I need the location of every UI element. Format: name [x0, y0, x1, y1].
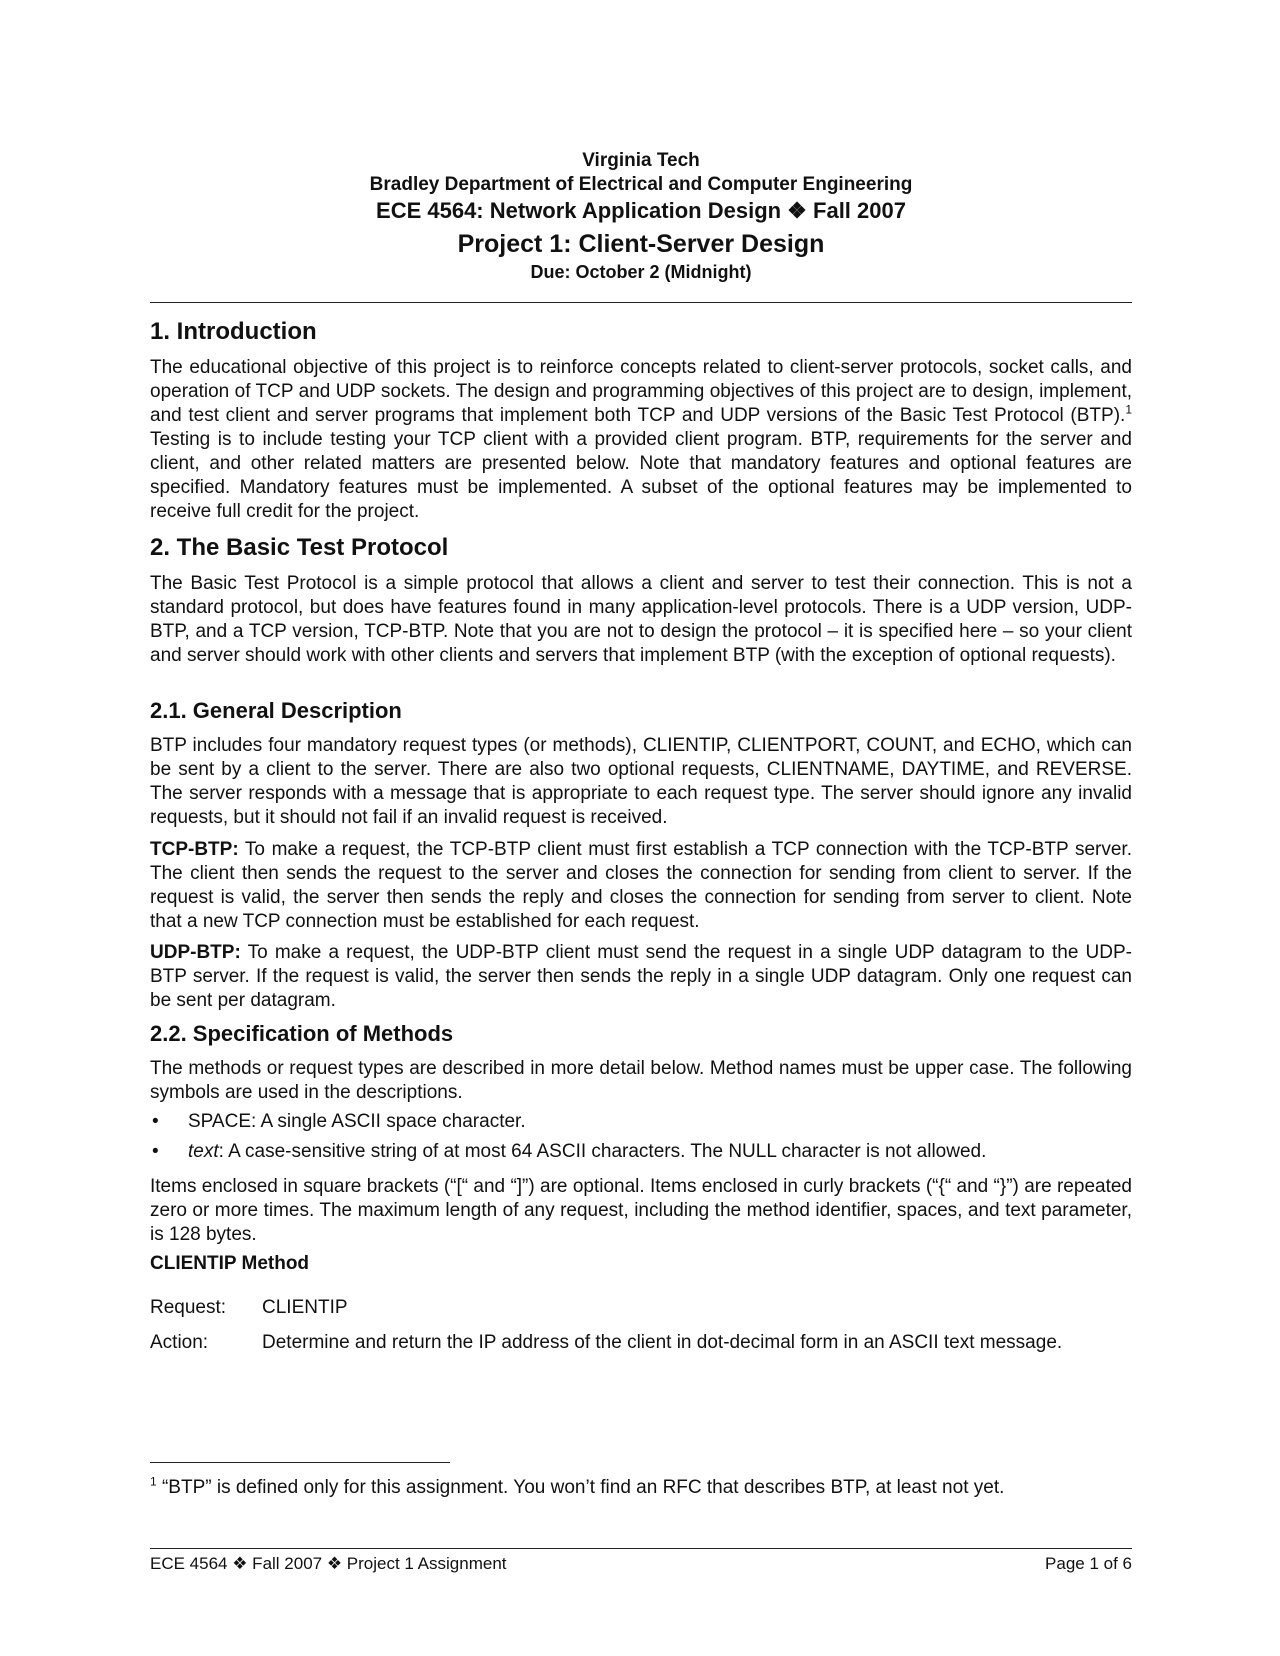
general-description-heading: 2.1. General Description — [150, 698, 402, 723]
department-name: Bradley Department of Electrical and Computer Engineering — [369, 174, 913, 195]
action-label: Action: — [150, 1332, 209, 1353]
footnote-mark: 1 — [150, 1474, 157, 1489]
intro-text-b: Testing is to include testing your TCP client with a provided client program. BTP, requirements for the server and client, and other related matters are presented below. Note that mandatory features and optional features are specified. Mandatory features must be implemented. A subset of the optional features may be implemented to receive full credit for the project. — [150, 429, 1132, 522]
btp-paragraph: The Basic Test Protocol is a simple protocol that allows a client and server to test their connection. This is not a standard protocol, but does have features found in many application-level protocols. There is a UDP version, UDP-BTP, and a TCP version, TCP-BTP. Note that you are not to design the protocol – it is specified here – so your client and server should work with other clients and servers that implement BTP (with the exception of optional requests). — [150, 573, 1132, 666]
udp-btp-paragraph — [150, 941, 1132, 1013]
footnote-text: “BTP” is defined only for this assignment. You won’t find an RFC that describes BTP, at least not yet. — [156, 1477, 1005, 1498]
spec-paragraph-2: Items enclosed in square brackets (“[“ and “]”) are optional. Items enclosed in curly brackets (“{“ and “}”) are repeated zero or more times. The maximum length of any request, including the method identifier, spaces, and text parameter, is 128 bytes. — [150, 1176, 1132, 1245]
tcp-btp-paragraph — [150, 838, 1132, 934]
bullet-text: : A case-sensitive string of at most 64 ASCII characters. The NULL character is not allowed. — [218, 1141, 987, 1162]
request-value: CLIENTIP — [262, 1297, 348, 1318]
spec-heading: 2.2. Specification of Methods — [150, 1021, 454, 1046]
bullet-term: text — [188, 1141, 219, 1162]
footnote-ref[interactable]: 1 — [1125, 402, 1132, 417]
intro-heading: 1. Introduction — [150, 318, 317, 345]
btp-heading: 2. The Basic Test Protocol — [150, 534, 449, 561]
university-name: Virginia Tech — [582, 150, 700, 171]
footnote — [150, 1476, 1132, 1500]
footer-divider — [150, 1548, 1132, 1549]
udp-btp-label: UDP-BTP: — [150, 942, 241, 963]
bullet-content — [188, 1140, 986, 1164]
tcp-btp-text: To make a request, the TCP-BTP client must first establish a TCP connection with the TCP-BTP server. The client then sends the request to the server and closes the connection for sending from client to server. If the request is valid, the server then sends the reply and closes the connection for sending from server to client. Note that a new TCP connection must be established for each request. — [150, 839, 1132, 932]
spec-paragraph: The methods or request types are described in more detail below. Method names must be upper case. The following symbols are used in the descriptions. — [150, 1058, 1132, 1103]
action-value: Determine and return the IP address of the client in dot-decimal form in an ASCII text message. — [262, 1332, 1063, 1353]
clientip-heading: CLIENTIP Method — [150, 1253, 310, 1274]
due-date: Due: October 2 (Midnight) — [530, 262, 752, 282]
general-description-paragraph: BTP includes four mandatory request types (or methods), CLIENTIP, CLIENTPORT, COUNT, and ECHO, which can be sent by a client to the server. There are also two optional requests, CLIENTNAME, DAYTIME, and REVERSE. The server responds with a message that is appropriate to each request type. The server should ignore any invalid requests, but it should not fail if an invalid request is received. — [150, 735, 1132, 828]
header-divider — [150, 302, 1132, 303]
request-label: Request: — [150, 1297, 227, 1318]
tcp-btp-label: TCP-BTP: — [150, 839, 239, 860]
page-footer — [150, 1554, 1132, 1574]
project-title: Project 1: Client-Server Design — [457, 230, 825, 258]
udp-btp-text: To make a request, the UDP-BTP client must send the request in a single UDP datagram to the UDP-BTP server. If the request is valid, the server then sends the reply in a single UDP datagram. Only one request can be sent per datagram. — [150, 942, 1132, 1011]
course-title: ECE 4564: Network Application Design ❖ Fall 2007 — [376, 198, 906, 223]
footnote-divider — [150, 1462, 450, 1463]
bullet-dot: • — [152, 1141, 159, 1162]
footer-left: ECE 4564 ❖ Fall 2007 ❖ Project 1 Assignment — [150, 1554, 507, 1573]
page-number: Page 1 of 6 — [1045, 1554, 1132, 1573]
bullet-text: SPACE: A single ASCII space character. — [188, 1111, 526, 1132]
bullet-dot: • — [152, 1111, 159, 1132]
intro-paragraph — [150, 356, 1132, 524]
intro-text-a: The educational objective of this project is to reinforce concepts related to client-server protocols, socket calls, and operation of TCP and UDP sockets. The design and programming objectives of this project are to design, implement, and test client and server programs that implement both TCP and UDP versions of the Basic Test Protocol (BTP). — [150, 357, 1132, 426]
